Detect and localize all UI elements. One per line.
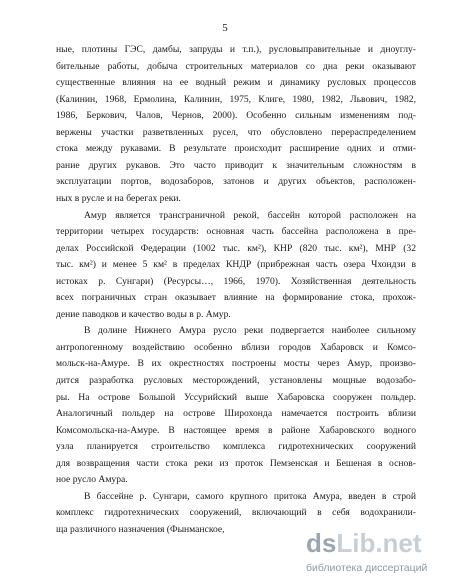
text-line: дение паводков и качество воды в р. Амур.: [56, 308, 231, 320]
text-line: ные, плотины ГЭС, дамбы, запруды и т.п.), русловыправительные и дноуглу-: [56, 44, 416, 55]
text-line: дится разработка русловых месторождений, установлены мощные водозабо-: [56, 375, 416, 386]
text-line: истоках р. Сунгари) (Ресурсы…, 1966, 1970). Хозяйственная деятельность: [56, 275, 416, 287]
text-line: вержены участки разветвленных русел, что обусловлено перераспределением: [56, 126, 416, 138]
text-line: В долине Нижнего Амура русло реки подвергается наиболее сильному: [84, 325, 416, 337]
text-line: всех пограничных стран оказывает влияние на формирование стока, прохож-: [56, 292, 416, 304]
text-line: 1986, Беркович, Чалов, Чернов, 2000). Особенно сильным изменениям под-: [56, 110, 416, 122]
text-line: Комсомольска-на-Амуре. В настоящее время в районе Хабаровского водного: [56, 424, 416, 436]
text-line: В бассейне р. Сунгари, самого крупного притока Амура, введен в строй: [84, 490, 416, 502]
text-line: для возвращения части стока реки из проток Пемзенская и Бешеная в основ-: [56, 457, 416, 469]
watermark: [300, 528, 450, 582]
text-line: комплекс гидротехнических сооружений, включающий в себя водохранили-: [56, 507, 416, 519]
text-line: территории четырех государств: основная часть бассейна расположена в пре-: [56, 226, 416, 238]
text-line: ры. На острове Большой Уссурийский выше Хабаровска сооружен польдер.: [56, 391, 416, 403]
text-line: узла планируется строительство комплекса гидротехнических сооружений: [56, 441, 416, 453]
watermark-logo: [306, 528, 422, 559]
text-line: антропогенному воздействию особенно вблизи городов Хабаровск и Комсо-: [56, 341, 416, 353]
text-line: ща различного назначения (Фынманское,: [56, 523, 225, 535]
text-line: существенные влияния на ее водный режим и динамику русловых процессов: [56, 77, 416, 89]
text-line: эксплуатации портов, водозаборов, затонов и других объектов, расположен-: [56, 176, 416, 188]
text-line: бительные работы, добыча строительных материалов со дна реки оказывают: [56, 60, 416, 72]
text-line: делах Российской Федерации (1002 тыс. км²), КНР (820 тыс. км²), МНР (32: [56, 242, 416, 254]
watermark-logo-suffix: Lib.net: [336, 528, 422, 558]
watermark-logo-prefix: ds: [306, 528, 337, 558]
text-line: ное русло Амура.: [56, 474, 128, 486]
text-line: Амур является трансграничной рекой, бассейн которой расположен на: [84, 209, 416, 221]
page-number: 5: [222, 22, 228, 34]
watermark-tagline: библиотека диссертаций: [306, 562, 428, 574]
text-line: рание других рукавов. Это часто приводит к значительным сложностям в: [56, 159, 416, 171]
text-line: тыс. км²) и менее 5 км² в пределах КНДР (прибрежная часть озера Чхондзи в: [56, 259, 416, 271]
text-line: мольск-на-Амуре. В их окрестностях построены мосты через Амур, произво-: [56, 358, 416, 370]
text-line: ных в русле и на берегах реки.: [56, 192, 181, 204]
text-line: (Калинин, 1968, Ермолина, Калинин, 1975, Клиге, 1980, 1982, Львович, 1982,: [56, 93, 416, 105]
text-line: Аналогичный польдер на острове Широхонда намечается построить вблизи: [56, 408, 416, 420]
text-line: стока между рукавами. В результате происходит расширение одних и отми-: [56, 143, 416, 155]
